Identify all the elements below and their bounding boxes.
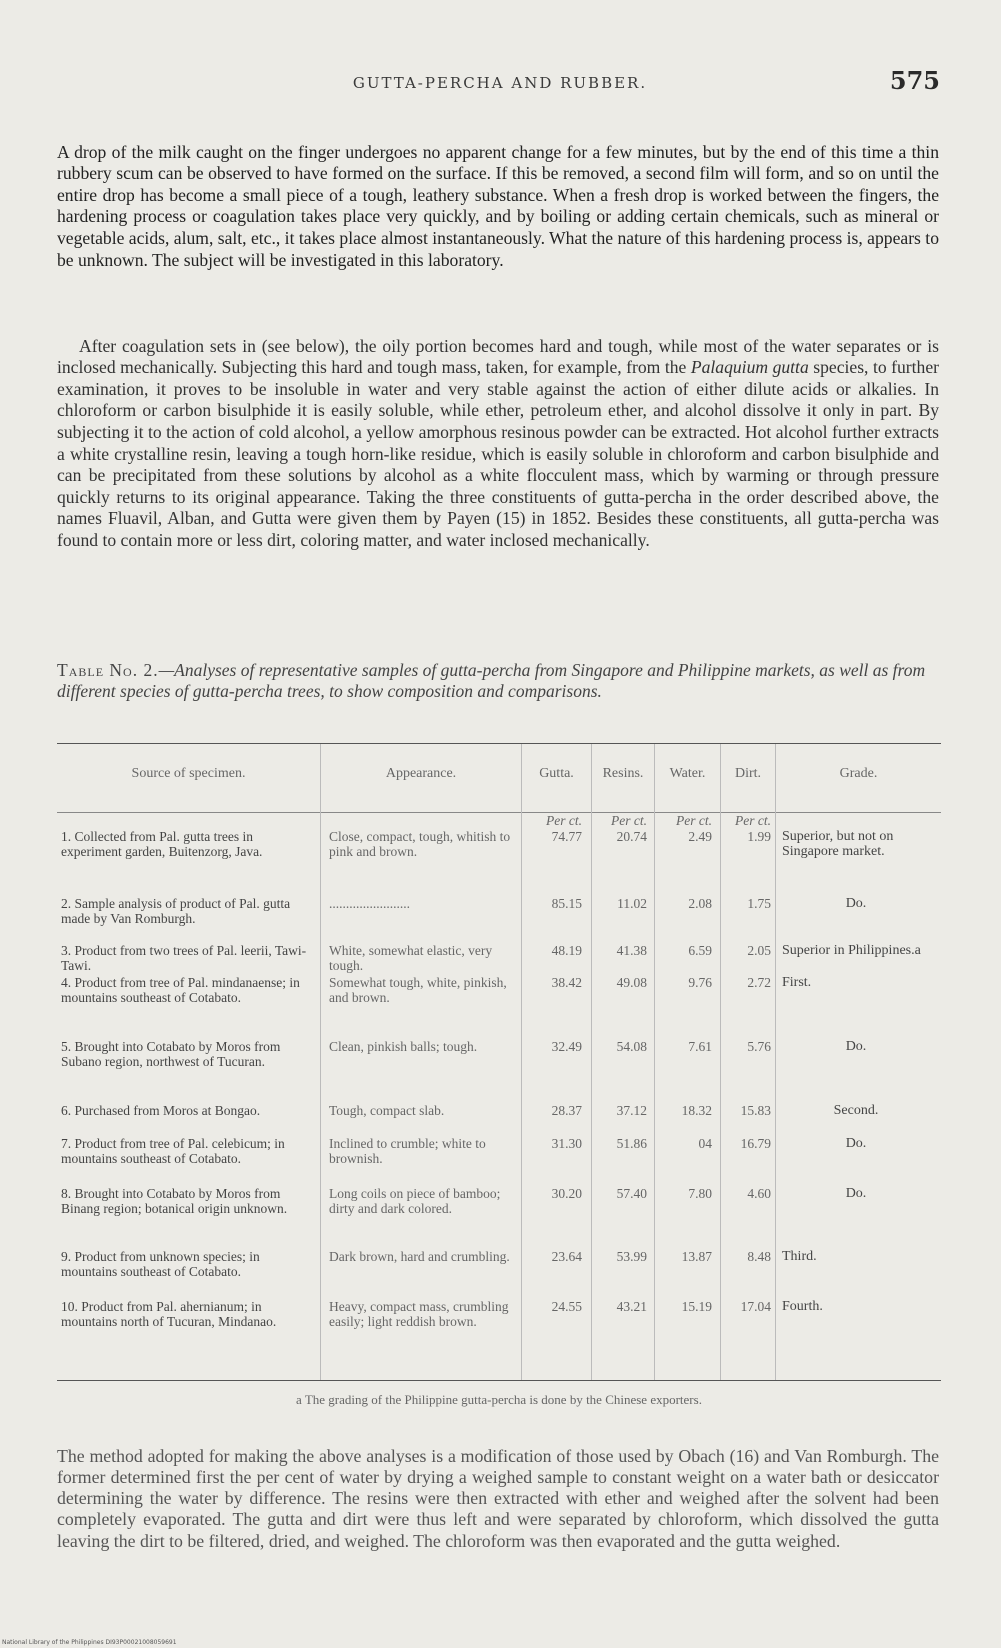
table-footnote: a The grading of the Philippine gutta-percha is done by the Chinese exporters. (296, 1392, 702, 1407)
cell-source: 5. Brought into Cotabato by Moros from Subano region, northwest of Tucuran. (61, 1039, 281, 1069)
cell-source: 8. Brought into Cotabato by Moros from Binang region; botanical origin unknown. (61, 1186, 288, 1216)
cell-water: 9.76 (688, 975, 712, 990)
cell-gutta: 23.64 (551, 1249, 582, 1264)
header-grade: Grade. (839, 766, 878, 781)
paragraph-1: A drop of the milk caught on the finger undergoes no apparent change for a few minutes, but by the end of this time a thin rubbery scum can be observed to have formed on the surface. If this be removed, a second film will form, and so on until the entire drop has become a small piece of a tough, leathery substance. When a fresh drop is worked between the fingers, the hardening process or coagulation takes place very quickly, and by boiling or adding certain chemicals, such as mineral or vegetable acids, alum, salt, etc., it takes place almost instantaneously. What the nature of this hardening process is, appears to be unknown. The subject will be investigated in this laboratory. (57, 141, 939, 270)
cell-appearance: ........................ (329, 897, 410, 911)
cell-source: 7. Product from tree of Pal. celebicum; in mountains southeast of Cotabato. (61, 1136, 285, 1166)
cell-grade: Superior, but not on Singapore market. (782, 829, 894, 859)
cell-appearance: Close, compact, tough, whitish to pink and brown. (329, 829, 511, 859)
cell-dirt: 5.76 (747, 1039, 771, 1054)
header-appearance: Appearance. (385, 766, 457, 781)
cell-appearance: Inclined to crumble; white to brownish. (329, 1136, 486, 1166)
paragraph-3: The method adopted for making the above analyses is a modification of those used by Obach (16) and Van Romburgh. The former determined first the per cent of water by drying a weighed sample to constant weight on a water bath or desiccator determining the water by difference. The resins were then extracted with ether and weighed after the solvent had been completely evaporated. The gutta and dirt were thus left and were separated by chloroform, which dissolved the gutta leaving the dirt to be filtered, dried, and weighed. The chloroform was then evaporated and the gutta weighed. (57, 1445, 939, 1551)
cell-gutta: 24.55 (551, 1299, 582, 1314)
cell-gutta: 32.49 (551, 1039, 582, 1054)
cell-gutta: 38.42 (551, 975, 582, 990)
cell-source: 4. Product from tree of Pal. mindanaense; in mountains southeast of Cotabato. (61, 975, 300, 1005)
cell-dirt: 1.99 (747, 829, 771, 844)
cell-appearance: Dark brown, hard and crumbling. (329, 1249, 510, 1264)
cell-dirt: 2.72 (747, 975, 771, 990)
cell-grade: Do. (845, 1186, 867, 1201)
cell-resins: 20.74 (616, 829, 647, 844)
cell-gutta: 30.20 (551, 1186, 582, 1201)
cell-water: 18.32 (681, 1103, 712, 1118)
cell-resins: 54.08 (616, 1039, 647, 1054)
cell-appearance: Clean, pinkish balls; tough. (329, 1039, 478, 1054)
cell-resins: 41.38 (616, 943, 647, 958)
cell-source: 6. Purchased from Moros at Bongao. (61, 1103, 261, 1118)
cell-appearance: White, somewhat elastic, very tough. (329, 943, 493, 973)
cell-grade: Third. (782, 1249, 817, 1264)
cell-grade: Second. (833, 1103, 879, 1118)
scan-identifier: National Library of the Philippines DI93P00021008059691 (2, 1639, 177, 1646)
cell-dirt: 4.60 (747, 1186, 771, 1201)
page-number: 575 (889, 66, 940, 95)
per-cent-gutta: Per ct. (546, 813, 582, 828)
cell-source: 1. Collected from Pal. gutta trees in experiment garden, Buitenzorg, Java. (61, 829, 263, 859)
cell-dirt: 8.48 (747, 1249, 771, 1264)
cell-source: 2. Sample analysis of product of Pal. gutta made by Van Romburgh. (61, 896, 291, 926)
table-caption-label: Table No. 2. (57, 660, 159, 680)
cell-source: 10. Product from Pal. ahernianum; in mountains north of Tucuran, Mindanao. (61, 1299, 277, 1329)
cell-dirt: 17.04 (740, 1299, 771, 1314)
header-dirt: Dirt. (734, 766, 762, 781)
column-divider (775, 744, 776, 1380)
cell-dirt: 2.05 (747, 943, 771, 958)
cell-water: 6.59 (688, 943, 712, 958)
column-divider (320, 744, 321, 1380)
cell-resins: 53.99 (616, 1249, 647, 1264)
table-caption-text: —Analyses of representative samples of gutta-percha from Singapore and Philippine markets, as well as from different species of gutta-percha trees, to show composition and comparisons. (57, 660, 926, 701)
running-title: GUTTA-PERCHA AND RUBBER. (352, 74, 648, 92)
cell-resins: 43.21 (616, 1299, 647, 1314)
page-header (60, 64, 940, 98)
header-divider (57, 812, 941, 813)
cell-dirt: 15.83 (740, 1103, 771, 1118)
cell-dirt: 1.75 (747, 896, 771, 911)
cell-grade: Superior in Philippines.a (782, 943, 921, 958)
cell-source: 9. Product from unknown species; in mountains southeast of Cotabato. (61, 1249, 260, 1279)
analysis-table (57, 743, 941, 1381)
cell-grade: Do. (845, 1039, 867, 1054)
species-name: Palaquium gutta (690, 357, 809, 378)
cell-water: 2.49 (688, 829, 712, 844)
header-source: Source of specimen. (131, 766, 246, 781)
header-water: Water. (669, 766, 706, 781)
cell-gutta: 28.37 (551, 1103, 582, 1118)
cell-grade: Fourth. (782, 1299, 823, 1314)
cell-gutta: 85.15 (551, 896, 582, 911)
cell-grade: First. (782, 975, 812, 990)
cell-grade: Do. (845, 896, 867, 911)
cell-resins: 51.86 (616, 1136, 647, 1151)
cell-resins: 37.12 (616, 1103, 647, 1118)
header-gutta: Gutta. (539, 766, 574, 781)
cell-water: 04 (698, 1136, 712, 1151)
per-cent-resins: Per ct. (611, 813, 647, 828)
cell-water: 7.80 (688, 1186, 712, 1201)
cell-appearance: Tough, compact slab. (329, 1103, 445, 1118)
paragraph-2 (57, 336, 939, 552)
cell-water: 2.08 (688, 896, 712, 911)
cell-appearance: Heavy, compact mass, crumbling easily; light reddish brown. (329, 1299, 509, 1329)
cell-water: 15.19 (681, 1299, 712, 1314)
cell-appearance: Long coils on piece of bamboo; dirty and dark colored. (329, 1186, 501, 1216)
cell-water: 13.87 (681, 1249, 712, 1264)
header-resins: Resins. (602, 766, 644, 781)
cell-gutta: 74.77 (551, 829, 582, 844)
cell-dirt: 16.79 (740, 1136, 771, 1151)
cell-gutta: 31.30 (551, 1136, 582, 1151)
cell-water: 7.61 (688, 1039, 712, 1054)
cell-resins: 11.02 (617, 896, 647, 911)
cell-resins: 57.40 (616, 1186, 647, 1201)
paragraph-2-end: species, to further examination, it proves to be insoluble in water and very stable against the action of either dilute acids or alkalies. In chloroform or carbon bisulphide it is easily soluble, while ether, petroleum ether, and alcohol dissolve it only in part. By subjecting it to the action of cold alcohol, a yellow amorphous resinous powder can be extracted. Hot alcohol further extracts a white crystalline resin, leaving a tough horn-like residue, which is easily soluble in chloroform and carbon bisulphide and can be precipitated from these solutions by alcohol as a white flocculent mass, which by warming or through pressure quickly returns to its original appearance. Taking the three constituents of gutta-percha in the order described above, the names Fluavil, Alban, and Gutta were given them by Payen (15) in 1852. Besides these constituents, all gutta-percha was found to contain more or less dirt, coloring matter, and water inclosed mechanically. (57, 357, 940, 550)
table-caption (57, 660, 941, 702)
cell-appearance: Somewhat tough, white, pinkish, and brown. (329, 975, 507, 1005)
per-cent-dirt: Per ct. (735, 813, 771, 828)
cell-grade: Do. (845, 1136, 867, 1151)
per-cent-water: Per ct. (676, 813, 712, 828)
paragraph-2-start: After coagulation sets in (see below), the oily portion becomes hard and tough, while most of the water separates or is inclosed mechanically. Subjecting this hard and tough mass, taken, for example, from the (57, 335, 939, 378)
cell-gutta: 48.19 (551, 943, 582, 958)
cell-source: 3. Product from two trees of Pal. leerii, Tawi-Tawi. (61, 943, 307, 973)
cell-resins: 49.08 (616, 975, 647, 990)
